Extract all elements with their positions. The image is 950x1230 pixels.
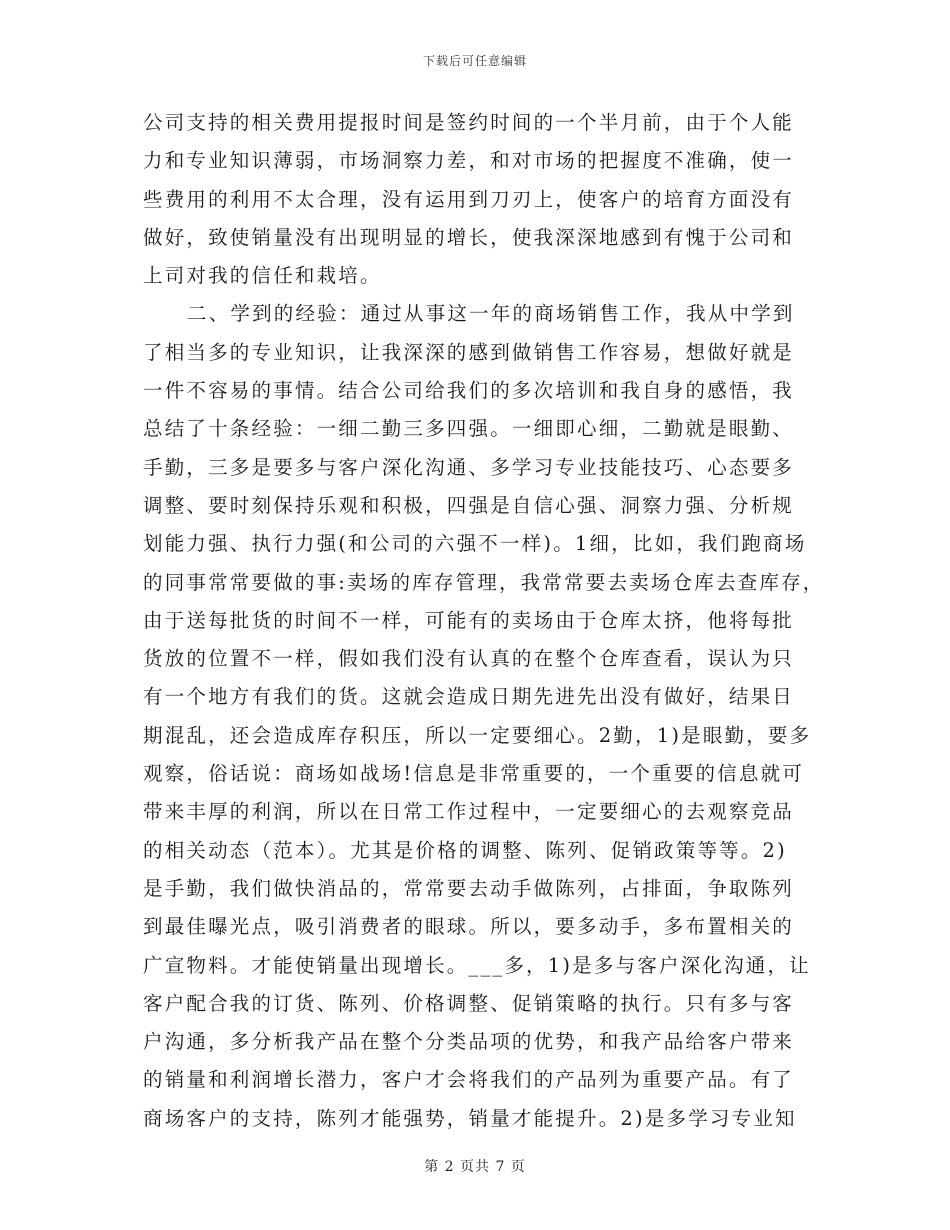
body-line: 做好，致使销量没有出现明显的增长，使我深深地感到有愧于公司和 — [143, 225, 795, 249]
body-line: 的销量和利润增长潜力，客户才会将我们的产品列为重要产品。有了 — [143, 1068, 795, 1092]
body-line: 调整、要时刻保持乐观和积极，四强是自信心强、洞察力强、分析规 — [143, 493, 795, 517]
body-line: 一件不容易的事情。结合公司给我们的多次培训和我自身的感悟，我 — [143, 379, 795, 403]
body-line: 力和专业知识薄弱，市场洞察力差，和对市场的把握度不准确，使一 — [143, 149, 795, 173]
body-line: 手勤，三多是要多与客户深化沟通、多学习专业技能技巧、心态要多 — [143, 455, 795, 479]
body-line: 客户配合我的订货、陈列、价格调整、促销策略的执行。只有多与客 — [143, 991, 795, 1015]
body-line: 的相关动态（范本）。尤其是价格的调整、陈列、促销政策等等。2) — [143, 838, 787, 862]
body-line: 由于送每批货的时间不一样，可能有的卖场由于仓库太挤，他将每批 — [143, 608, 795, 632]
body-line: 户沟通，多分析我产品在整个分类品项的优势，和我产品给客户带来 — [143, 1030, 795, 1054]
document-body — [143, 104, 825, 1138]
body-line: 有一个地方有我们的货。这就会造成日期先进先出没有做好，结果日 — [143, 685, 795, 709]
body-line: 的同事常常要做的事:卖场的库存管理，我常常要去卖场仓库去查库存， — [143, 570, 825, 594]
page-header: 下载后可任意编辑 — [422, 54, 527, 68]
body-line: 公司支持的相关费用提报时间是签约时间的一个半月前，由于个人能 — [143, 111, 795, 134]
body-line: 广宣物料。才能使销量出现增长。___多，1)是多与客户深化沟通，让 — [143, 953, 811, 977]
section-heading-line: 二、学到的经验：通过从事这一年的商场销售工作，我从中学到 — [187, 302, 795, 326]
body-line: 观察，俗话说：商场如战场!信息是非常重要的，一个重要的信息就可 — [143, 762, 805, 786]
body-line: 是手勤，我们做快消品的，常常要去动手做陈列，占排面，争取陈列 — [143, 876, 795, 900]
body-line: 期混乱，还会造成库存积压，所以一定要细心。2勤，1)是眼勤，要多 — [143, 723, 812, 747]
body-line: 上司对我的信任和栽培。 — [143, 264, 382, 288]
body-line: 货放的位置不一样，假如我们没有认真的在整个仓库查看，误认为只 — [143, 647, 795, 671]
body-line: 划能力强、执行力强(和公司的六强不一样)。1细，比如，我们跑商场 — [143, 532, 807, 556]
page-number-footer: 第 2 页共 7 页 — [424, 1159, 526, 1175]
body-line: 到最佳曝光点，吸引消费者的眼球。所以，要多动手，多布置相关的 — [143, 915, 795, 939]
body-line: 带来丰厚的利润，所以在日常工作过程中，一定要细心的去观察竞品 — [143, 800, 795, 824]
body-line: 了相当多的专业知识，让我深深的感到做销售工作容易，想做好就是 — [143, 340, 795, 364]
body-line: 商场客户的支持，陈列才能强势，销量才能提升。2)是多学习专业知 — [143, 1106, 797, 1130]
body-line: 总结了十条经验：一细二勤三多四强。一细即心细，二勤就是眼勤、 — [143, 417, 795, 441]
body-line: 些费用的利用不太合理，没有运用到刀刃上，使客户的培育方面没有 — [143, 187, 795, 211]
